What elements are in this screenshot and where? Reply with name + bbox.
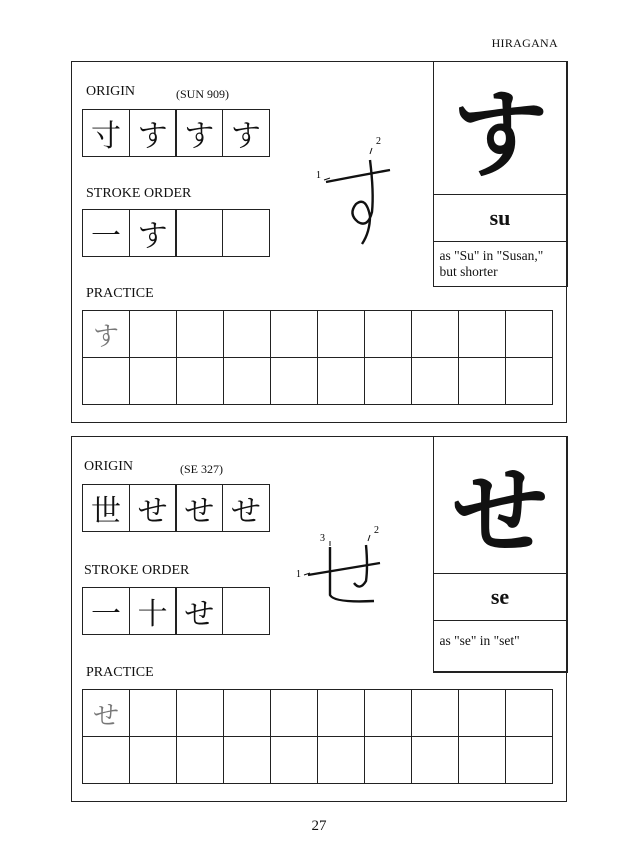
stroke-box	[222, 209, 270, 257]
page-number: 27	[311, 818, 327, 834]
kana-large: せ	[434, 437, 567, 574]
practice-cell[interactable]	[412, 311, 459, 358]
practice-cell[interactable]	[177, 690, 224, 737]
practice-cell[interactable]	[365, 737, 412, 784]
practice-cell[interactable]	[224, 311, 271, 358]
practice-cell[interactable]	[271, 358, 318, 405]
practice-cell[interactable]	[412, 358, 459, 405]
practice-cell[interactable]	[506, 358, 553, 405]
stroke-number: 3	[320, 533, 325, 544]
stroke-diagram	[312, 132, 402, 252]
stroke-number: 1	[296, 569, 301, 580]
practice-cell[interactable]	[365, 690, 412, 737]
practice-cell[interactable]	[130, 690, 177, 737]
practice-label: PRACTICE	[86, 286, 154, 301]
practice-grid	[82, 310, 553, 405]
practice-cell[interactable]	[177, 311, 224, 358]
origin-box: せ	[175, 484, 223, 532]
stroke-box: す	[129, 209, 177, 257]
origin-label: ORIGIN	[84, 459, 133, 474]
practice-cell[interactable]	[130, 737, 177, 784]
origin-ref: (SUN 909)	[176, 87, 229, 101]
kana-large: す	[434, 62, 567, 195]
stroke-box: 一	[82, 209, 130, 257]
origin-label: ORIGIN	[86, 84, 135, 99]
romaji: su	[434, 195, 567, 242]
practice-grid	[82, 689, 553, 784]
practice-trace-cell: す	[83, 311, 130, 358]
practice-cell[interactable]	[271, 690, 318, 737]
practice-cell[interactable]	[130, 358, 177, 405]
romaji: se	[434, 574, 567, 621]
practice-cell[interactable]	[318, 690, 365, 737]
practice-cell[interactable]	[459, 690, 506, 737]
practice-cell[interactable]	[271, 737, 318, 784]
practice-cell[interactable]	[318, 737, 365, 784]
origin-boxes	[82, 109, 270, 157]
practice-cell[interactable]	[506, 311, 553, 358]
origin-ref: (SE 327)	[180, 462, 223, 476]
practice-cell[interactable]	[318, 311, 365, 358]
stroke-box: 一	[82, 587, 130, 635]
practice-cell[interactable]	[459, 358, 506, 405]
practice-cell[interactable]	[83, 358, 130, 405]
stroke-box	[175, 209, 223, 257]
stroke-number: 2	[376, 136, 381, 147]
practice-cell[interactable]	[459, 737, 506, 784]
practice-cell[interactable]	[177, 737, 224, 784]
pronunciation-note: as "se" in "set"	[434, 621, 567, 672]
stroke-order-boxes	[82, 587, 270, 635]
practice-cell[interactable]	[271, 311, 318, 358]
practice-cell[interactable]	[224, 690, 271, 737]
practice-cell[interactable]	[318, 358, 365, 405]
stroke-order-boxes	[82, 209, 270, 257]
origin-box: せ	[222, 484, 270, 532]
origin-box: す	[129, 109, 177, 157]
origin-box: 世	[82, 484, 130, 532]
stroke-box: せ	[175, 587, 223, 635]
pronunciation-note: as "Su" in "Susan," but shorter	[439, 247, 544, 279]
practice-cell[interactable]	[83, 737, 130, 784]
kana-info-box	[433, 61, 568, 287]
origin-box: す	[175, 109, 223, 157]
stroke-order-label: STROKE ORDER	[84, 563, 190, 578]
practice-cell[interactable]	[365, 358, 412, 405]
practice-cell[interactable]	[224, 358, 271, 405]
stroke-box	[222, 587, 270, 635]
practice-cell[interactable]	[459, 311, 506, 358]
kana-panel-su	[71, 61, 567, 423]
stroke-box: 十	[129, 587, 177, 635]
practice-cell[interactable]	[177, 358, 224, 405]
practice-cell[interactable]	[412, 737, 459, 784]
practice-label: PRACTICE	[86, 665, 154, 680]
practice-cell[interactable]	[506, 690, 553, 737]
kana-info-box	[433, 436, 568, 673]
stroke-number: 2	[374, 525, 379, 536]
practice-cell[interactable]	[506, 737, 553, 784]
stroke-diagram	[294, 523, 394, 613]
origin-box: 寸	[82, 109, 130, 157]
page-header: HIRAGANA	[491, 36, 558, 50]
stroke-order-label: STROKE ORDER	[86, 186, 192, 201]
stroke-number: 1	[316, 170, 321, 181]
origin-box: せ	[129, 484, 177, 532]
practice-cell[interactable]	[130, 311, 177, 358]
practice-cell[interactable]	[365, 311, 412, 358]
kana-panel-se	[71, 436, 567, 802]
practice-cell[interactable]	[224, 737, 271, 784]
practice-trace-cell: せ	[83, 690, 130, 737]
practice-cell[interactable]	[412, 690, 459, 737]
origin-boxes	[82, 484, 270, 532]
origin-box: す	[222, 109, 270, 157]
